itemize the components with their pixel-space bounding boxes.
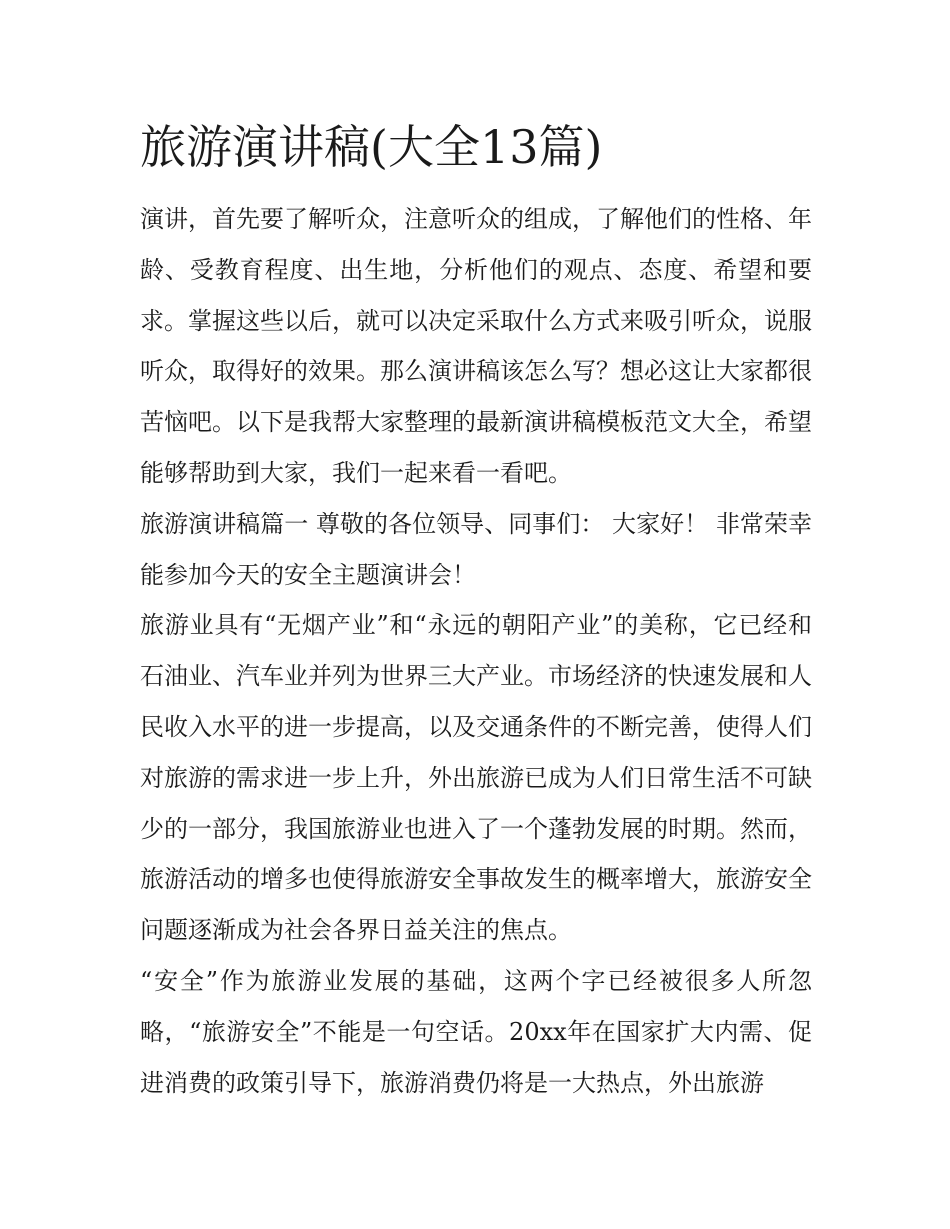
document-title: 旅游演讲稿(大全13篇) xyxy=(140,120,603,174)
paragraph-speech-greeting: 旅游演讲稿篇一 尊敬的各位领导、同事们： 大家好！ 非常荣幸能参加今天的安全主题演讲会！ xyxy=(140,509,812,589)
paragraph-tourism-safety: “安全”作为旅游业发展的基础，这两个字已经被很多人所忽略，“旅游安全”不能是一句空话。20xx年在国家扩大内需、促进消费的政策引导下，旅游消费仍将是一大热点，外出旅游 xyxy=(140,966,812,1097)
paragraph-tourism-industry: 旅游业具有“无烟产业”和“永远的朝阳产业”的美称，它已经和石油业、汽车业并列为世界三大产业。市场经济的快速发展和人民收入水平的进一步提高，以及交通条件的不断完善，使得人们对旅游的需求进一步上升，外出旅游已成为人们日常生活不可缺少的一部分，我国旅游业也进入了一个蓬勃发展的时期。然而，旅游活动的增多也使得旅游安全事故发生的概率增大，旅游安全问题逐渐成为社会各界日益关注的焦点。 xyxy=(140,611,812,945)
document-body xyxy=(140,112,812,1108)
paragraph-intro: 演讲，首先要了解听众，注意听众的组成，了解他们的性格、年龄、受教育程度、出生地，分析他们的观点、态度、希望和要求。掌握这些以后，就可以决定采取什么方式来吸引听众，说服听众，取得好的效果。那么演讲稿该怎么写？想必这让大家都很苦恼吧。以下是我帮大家整理的最新演讲稿模板范文大全，希望能够帮助到大家，我们一起来看一看吧。 xyxy=(140,205,812,487)
